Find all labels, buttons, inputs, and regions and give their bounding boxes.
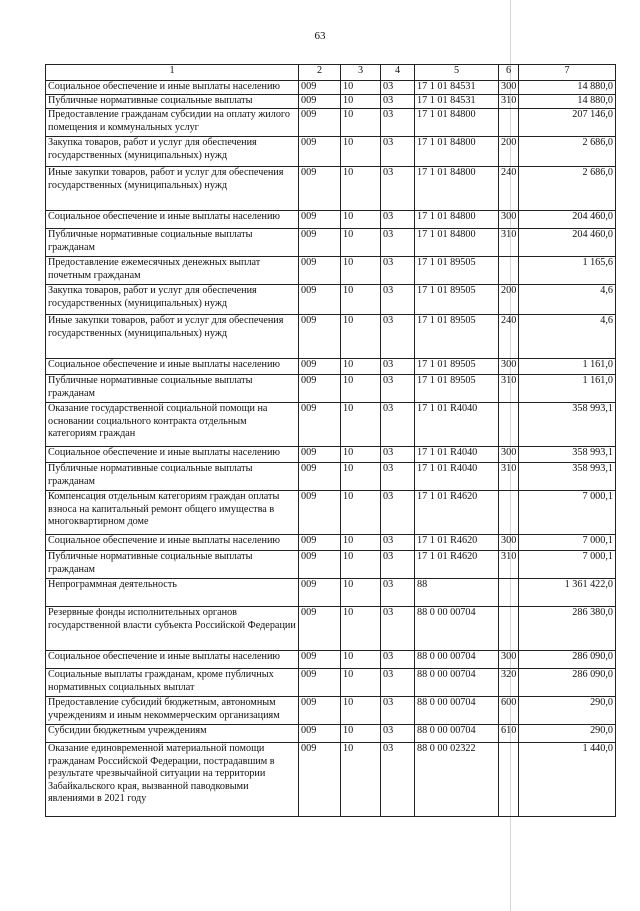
row-code-cell-6: 310 bbox=[499, 551, 519, 579]
row-code-cell-5: 17 1 01 R4040 bbox=[415, 463, 499, 491]
row-code-cell-5: 88 0 00 00704 bbox=[415, 607, 499, 651]
row-name-cell: Публичные нормативные социальные выплаты bbox=[46, 95, 299, 109]
row-code-cell-3: 10 bbox=[341, 551, 381, 579]
row-name-cell: Непрограммная деятельность bbox=[46, 579, 299, 607]
table-row bbox=[46, 535, 616, 551]
row-code-cell-3: 10 bbox=[341, 535, 381, 551]
row-code-cell-4: 03 bbox=[381, 463, 415, 491]
table-row bbox=[46, 285, 616, 315]
row-code-cell-2: 009 bbox=[299, 285, 341, 315]
budget-table bbox=[45, 64, 616, 817]
table-row bbox=[46, 669, 616, 697]
table-row bbox=[46, 447, 616, 463]
row-code-cell-5: 17 1 01 89505 bbox=[415, 375, 499, 403]
column-header-5: 5 bbox=[415, 65, 499, 81]
row-name-cell: Публичные нормативные социальные выплаты гражданам bbox=[46, 463, 299, 491]
row-amount-cell: 1 161,0 bbox=[519, 359, 616, 375]
row-code-cell-4: 03 bbox=[381, 491, 415, 535]
table-row bbox=[46, 81, 616, 95]
row-code-cell-5: 17 1 01 84531 bbox=[415, 95, 499, 109]
row-code-cell-3: 10 bbox=[341, 167, 381, 211]
row-code-cell-4: 03 bbox=[381, 607, 415, 651]
column-header-2: 2 bbox=[299, 65, 341, 81]
row-name-cell: Социальное обеспечение и иные выплаты населению bbox=[46, 211, 299, 229]
row-name-cell: Закупка товаров, работ и услуг для обеспечения государственных (муниципальных) нужд bbox=[46, 285, 299, 315]
row-code-cell-2: 009 bbox=[299, 315, 341, 359]
row-code-cell-5: 17 1 01 R4040 bbox=[415, 403, 499, 447]
row-amount-cell: 7 000,1 bbox=[519, 551, 616, 579]
row-code-cell-5: 88 0 00 00704 bbox=[415, 725, 499, 743]
table-row bbox=[46, 651, 616, 669]
row-code-cell-2: 009 bbox=[299, 491, 341, 535]
row-amount-cell: 7 000,1 bbox=[519, 535, 616, 551]
row-code-cell-4: 03 bbox=[381, 211, 415, 229]
table-row bbox=[46, 579, 616, 607]
table-row bbox=[46, 257, 616, 285]
table-row bbox=[46, 229, 616, 257]
row-code-cell-3: 10 bbox=[341, 743, 381, 817]
row-name-cell: Социальные выплаты гражданам, кроме публичных нормативных социальных выплат bbox=[46, 669, 299, 697]
row-code-cell-2: 009 bbox=[299, 211, 341, 229]
row-code-cell-2: 009 bbox=[299, 447, 341, 463]
row-amount-cell: 286 380,0 bbox=[519, 607, 616, 651]
row-code-cell-3: 10 bbox=[341, 285, 381, 315]
row-name-cell: Оказание единовременной материальной помощи гражданам Российской Федерации, пострадавшим в результате чрезвычайной ситуации на территории Забайкальского края, вызванной паводковыми явлениями в 2021 году bbox=[46, 743, 299, 817]
row-code-cell-3: 10 bbox=[341, 607, 381, 651]
row-code-cell-2: 009 bbox=[299, 579, 341, 607]
row-code-cell-2: 009 bbox=[299, 137, 341, 167]
row-code-cell-2: 009 bbox=[299, 725, 341, 743]
row-code-cell-4: 03 bbox=[381, 651, 415, 669]
row-code-cell-6: 300 bbox=[499, 651, 519, 669]
row-amount-cell: 4,6 bbox=[519, 315, 616, 359]
row-name-cell: Иные закупки товаров, работ и услуг для обеспечения государственных (муниципальных) нужд bbox=[46, 315, 299, 359]
row-code-cell-3: 10 bbox=[341, 211, 381, 229]
row-code-cell-5: 17 1 01 R4620 bbox=[415, 535, 499, 551]
row-name-cell: Предоставление субсидий бюджетным, автономным учреждениям и иным некоммерческим организациям bbox=[46, 697, 299, 725]
row-code-cell-6: 320 bbox=[499, 669, 519, 697]
row-name-cell: Социальное обеспечение и иные выплаты населению bbox=[46, 81, 299, 95]
row-code-cell-4: 03 bbox=[381, 229, 415, 257]
column-header-1: 1 bbox=[46, 65, 299, 81]
row-name-cell: Оказание государственной социальной помощи на основании социального контракта отдельным категориям граждан bbox=[46, 403, 299, 447]
row-name-cell: Субсидии бюджетным учреждениям bbox=[46, 725, 299, 743]
row-code-cell-3: 10 bbox=[341, 463, 381, 491]
row-code-cell-3: 10 bbox=[341, 81, 381, 95]
row-name-cell: Социальное обеспечение и иные выплаты населению bbox=[46, 535, 299, 551]
row-code-cell-3: 10 bbox=[341, 109, 381, 137]
row-code-cell-6: 300 bbox=[499, 359, 519, 375]
table-row bbox=[46, 463, 616, 491]
row-code-cell-6: 310 bbox=[499, 463, 519, 491]
row-amount-cell: 358 993,1 bbox=[519, 463, 616, 491]
row-code-cell-3: 10 bbox=[341, 579, 381, 607]
row-code-cell-4: 03 bbox=[381, 285, 415, 315]
table-row bbox=[46, 403, 616, 447]
row-amount-cell: 7 000,1 bbox=[519, 491, 616, 535]
row-code-cell-5: 17 1 01 R4620 bbox=[415, 491, 499, 535]
row-amount-cell: 1 161,0 bbox=[519, 375, 616, 403]
row-code-cell-6: 200 bbox=[499, 285, 519, 315]
row-code-cell-6: 310 bbox=[499, 95, 519, 109]
row-amount-cell: 290,0 bbox=[519, 725, 616, 743]
row-code-cell-6: 240 bbox=[499, 167, 519, 211]
row-code-cell-3: 10 bbox=[341, 137, 381, 167]
column-header-3: 3 bbox=[341, 65, 381, 81]
table-row bbox=[46, 315, 616, 359]
row-code-cell-6: 200 bbox=[499, 137, 519, 167]
row-code-cell-4: 03 bbox=[381, 109, 415, 137]
row-code-cell-2: 009 bbox=[299, 403, 341, 447]
column-header-6: 6 bbox=[499, 65, 519, 81]
row-amount-cell: 1 165,6 bbox=[519, 257, 616, 285]
row-code-cell-2: 009 bbox=[299, 167, 341, 211]
row-code-cell-5: 88 bbox=[415, 579, 499, 607]
row-code-cell-3: 10 bbox=[341, 447, 381, 463]
row-code-cell-2: 009 bbox=[299, 257, 341, 285]
table-row bbox=[46, 743, 616, 817]
row-code-cell-4: 03 bbox=[381, 579, 415, 607]
row-name-cell: Социальное обеспечение и иные выплаты населению bbox=[46, 651, 299, 669]
row-code-cell-4: 03 bbox=[381, 725, 415, 743]
row-code-cell-4: 03 bbox=[381, 95, 415, 109]
row-code-cell-4: 03 bbox=[381, 359, 415, 375]
row-amount-cell: 2 686,0 bbox=[519, 137, 616, 167]
row-code-cell-4: 03 bbox=[381, 669, 415, 697]
row-code-cell-3: 10 bbox=[341, 375, 381, 403]
table-row bbox=[46, 607, 616, 651]
row-code-cell-4: 03 bbox=[381, 403, 415, 447]
row-code-cell-2: 009 bbox=[299, 651, 341, 669]
row-code-cell-4: 03 bbox=[381, 551, 415, 579]
row-amount-cell: 14 880,0 bbox=[519, 81, 616, 95]
row-code-cell-6: 300 bbox=[499, 535, 519, 551]
table-row bbox=[46, 725, 616, 743]
row-code-cell-3: 10 bbox=[341, 257, 381, 285]
table-body bbox=[46, 81, 616, 817]
table-row bbox=[46, 375, 616, 403]
row-code-cell-3: 10 bbox=[341, 651, 381, 669]
row-code-cell-6: 310 bbox=[499, 229, 519, 257]
row-code-cell-6 bbox=[499, 743, 519, 817]
row-code-cell-3: 10 bbox=[341, 315, 381, 359]
row-code-cell-2: 009 bbox=[299, 697, 341, 725]
row-code-cell-4: 03 bbox=[381, 315, 415, 359]
row-code-cell-2: 009 bbox=[299, 375, 341, 403]
row-code-cell-5: 17 1 01 84800 bbox=[415, 229, 499, 257]
row-name-cell: Предоставление гражданам субсидии на оплату жилого помещения и коммунальных услуг bbox=[46, 109, 299, 137]
table-row bbox=[46, 95, 616, 109]
row-name-cell: Иные закупки товаров, работ и услуг для обеспечения государственных (муниципальных) нужд bbox=[46, 167, 299, 211]
page-number: 63 bbox=[314, 30, 326, 42]
row-code-cell-5: 17 1 01 89505 bbox=[415, 315, 499, 359]
row-code-cell-3: 10 bbox=[341, 229, 381, 257]
table-row bbox=[46, 697, 616, 725]
row-code-cell-5: 88 0 00 02322 bbox=[415, 743, 499, 817]
row-name-cell: Публичные нормативные социальные выплаты гражданам bbox=[46, 375, 299, 403]
row-code-cell-5: 88 0 00 00704 bbox=[415, 697, 499, 725]
row-code-cell-4: 03 bbox=[381, 697, 415, 725]
row-code-cell-2: 009 bbox=[299, 109, 341, 137]
row-amount-cell: 4,6 bbox=[519, 285, 616, 315]
row-code-cell-2: 009 bbox=[299, 229, 341, 257]
row-name-cell: Предоставление ежемесячных денежных выплат почетным гражданам bbox=[46, 257, 299, 285]
row-code-cell-6: 300 bbox=[499, 447, 519, 463]
row-code-cell-5: 17 1 01 84800 bbox=[415, 167, 499, 211]
row-code-cell-3: 10 bbox=[341, 697, 381, 725]
row-name-cell: Публичные нормативные социальные выплаты гражданам bbox=[46, 229, 299, 257]
table-row bbox=[46, 167, 616, 211]
column-header-4: 4 bbox=[381, 65, 415, 81]
row-code-cell-6 bbox=[499, 579, 519, 607]
row-name-cell: Социальное обеспечение и иные выплаты населению bbox=[46, 359, 299, 375]
row-amount-cell: 2 686,0 bbox=[519, 167, 616, 211]
row-amount-cell: 286 090,0 bbox=[519, 669, 616, 697]
row-code-cell-4: 03 bbox=[381, 167, 415, 211]
row-amount-cell: 1 361 422,0 bbox=[519, 579, 616, 607]
row-code-cell-5: 17 1 01 R4040 bbox=[415, 447, 499, 463]
row-code-cell-3: 10 bbox=[341, 403, 381, 447]
table-row bbox=[46, 359, 616, 375]
row-amount-cell: 286 090,0 bbox=[519, 651, 616, 669]
row-code-cell-6: 310 bbox=[499, 375, 519, 403]
row-code-cell-5: 88 0 00 00704 bbox=[415, 669, 499, 697]
row-name-cell: Публичные нормативные социальные выплаты гражданам bbox=[46, 551, 299, 579]
row-code-cell-6: 300 bbox=[499, 81, 519, 95]
row-code-cell-4: 03 bbox=[381, 743, 415, 817]
row-code-cell-2: 009 bbox=[299, 535, 341, 551]
row-amount-cell: 204 460,0 bbox=[519, 211, 616, 229]
row-code-cell-5: 88 0 00 00704 bbox=[415, 651, 499, 669]
row-code-cell-4: 03 bbox=[381, 375, 415, 403]
row-name-cell: Закупка товаров, работ и услуг для обеспечения государственных (муниципальных) нужд bbox=[46, 137, 299, 167]
row-name-cell: Резервные фонды исполнительных органов государственной власти субъекта Российской Федерации bbox=[46, 607, 299, 651]
row-code-cell-6 bbox=[499, 257, 519, 285]
row-amount-cell: 290,0 bbox=[519, 697, 616, 725]
row-code-cell-6: 240 bbox=[499, 315, 519, 359]
row-code-cell-4: 03 bbox=[381, 257, 415, 285]
table-row bbox=[46, 491, 616, 535]
row-code-cell-5: 17 1 01 R4620 bbox=[415, 551, 499, 579]
row-code-cell-3: 10 bbox=[341, 725, 381, 743]
row-name-cell: Компенсация отдельным категориям граждан оплаты взноса на капитальный ремонт общего имущества в многоквартирном доме bbox=[46, 491, 299, 535]
row-amount-cell: 1 440,0 bbox=[519, 743, 616, 817]
column-header-7: 7 bbox=[519, 65, 616, 81]
row-code-cell-5: 17 1 01 84531 bbox=[415, 81, 499, 95]
row-amount-cell: 358 993,1 bbox=[519, 403, 616, 447]
row-code-cell-6 bbox=[499, 109, 519, 137]
row-code-cell-2: 009 bbox=[299, 95, 341, 109]
row-code-cell-2: 009 bbox=[299, 669, 341, 697]
row-amount-cell: 204 460,0 bbox=[519, 229, 616, 257]
table-row bbox=[46, 551, 616, 579]
row-code-cell-5: 17 1 01 89505 bbox=[415, 285, 499, 315]
table-row bbox=[46, 211, 616, 229]
header-row bbox=[46, 65, 616, 81]
row-code-cell-5: 17 1 01 89505 bbox=[415, 359, 499, 375]
row-amount-cell: 14 880,0 bbox=[519, 95, 616, 109]
row-code-cell-4: 03 bbox=[381, 447, 415, 463]
row-name-cell: Социальное обеспечение и иные выплаты населению bbox=[46, 447, 299, 463]
row-code-cell-4: 03 bbox=[381, 137, 415, 167]
row-code-cell-6: 610 bbox=[499, 725, 519, 743]
row-code-cell-6 bbox=[499, 403, 519, 447]
row-code-cell-3: 10 bbox=[341, 95, 381, 109]
row-code-cell-3: 10 bbox=[341, 491, 381, 535]
table-row bbox=[46, 109, 616, 137]
row-amount-cell: 207 146,0 bbox=[519, 109, 616, 137]
row-code-cell-2: 009 bbox=[299, 551, 341, 579]
row-amount-cell: 358 993,1 bbox=[519, 447, 616, 463]
row-code-cell-4: 03 bbox=[381, 81, 415, 95]
row-code-cell-3: 10 bbox=[341, 359, 381, 375]
row-code-cell-2: 009 bbox=[299, 607, 341, 651]
row-code-cell-5: 17 1 01 84800 bbox=[415, 109, 499, 137]
row-code-cell-5: 17 1 01 84800 bbox=[415, 211, 499, 229]
row-code-cell-5: 17 1 01 84800 bbox=[415, 137, 499, 167]
table-row bbox=[46, 137, 616, 167]
row-code-cell-6 bbox=[499, 607, 519, 651]
row-code-cell-6 bbox=[499, 491, 519, 535]
row-code-cell-2: 009 bbox=[299, 463, 341, 491]
row-code-cell-2: 009 bbox=[299, 81, 341, 95]
row-code-cell-6: 300 bbox=[499, 211, 519, 229]
row-code-cell-4: 03 bbox=[381, 535, 415, 551]
row-code-cell-3: 10 bbox=[341, 669, 381, 697]
row-code-cell-2: 009 bbox=[299, 743, 341, 817]
row-code-cell-2: 009 bbox=[299, 359, 341, 375]
row-code-cell-6: 600 bbox=[499, 697, 519, 725]
row-code-cell-5: 17 1 01 89505 bbox=[415, 257, 499, 285]
